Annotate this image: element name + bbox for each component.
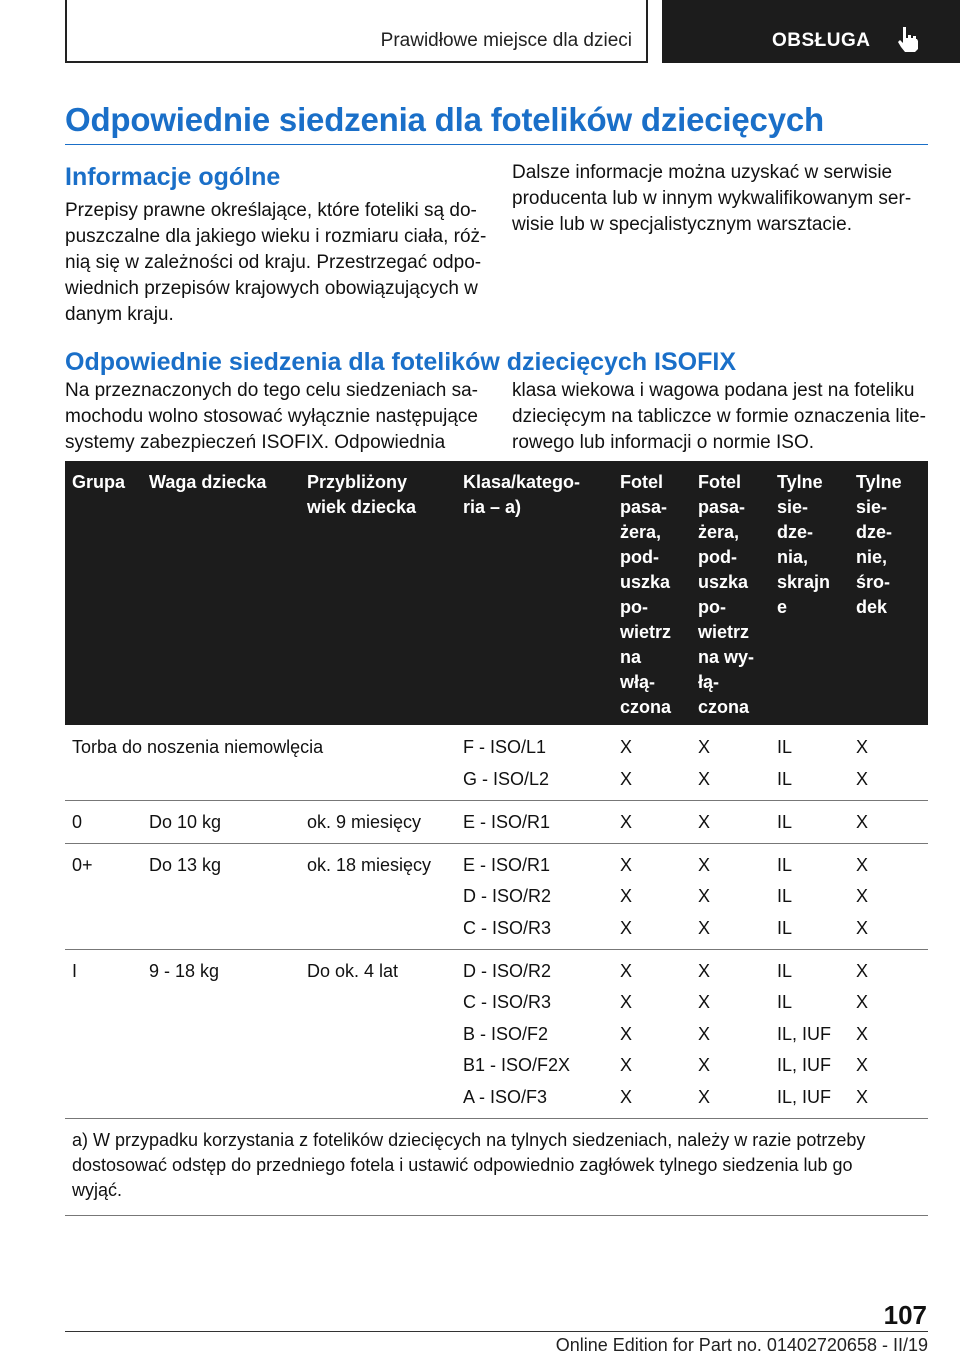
text-line: danym kraju. xyxy=(65,304,174,325)
class-cell: E - ISO/R1 xyxy=(463,854,551,875)
column-header-line: pasa‐ xyxy=(698,497,746,517)
column-header-line: na xyxy=(620,647,642,667)
table-row-divider xyxy=(65,800,928,801)
seat-cell: X xyxy=(620,886,633,906)
column-header-line: czona xyxy=(698,697,750,717)
column-header-line: wietrz xyxy=(620,622,672,642)
isofix-text-left xyxy=(65,378,478,456)
seat-cell: X xyxy=(620,737,633,757)
seat-cell: X xyxy=(698,737,711,757)
text-line: Przepisy prawne określające, które foteliki są do‐ xyxy=(65,200,477,221)
column-header-line: czona xyxy=(620,697,672,717)
seat-cell: IL xyxy=(777,917,793,938)
title-rule xyxy=(65,144,928,145)
seat-cell: IL, IUF xyxy=(777,1086,832,1107)
column-header-line: dze‐ xyxy=(856,522,892,542)
seat-cell: X xyxy=(856,1086,869,1107)
column-header-line: ria – a) xyxy=(463,497,522,517)
class-cell: F - ISO/L1 xyxy=(463,737,547,757)
column-header-line: nie, xyxy=(856,547,888,567)
text-line: systemy zabezpieczeń ISOFIX. Odpowiednia xyxy=(65,432,446,453)
class-cell: D - ISO/R2 xyxy=(463,886,552,906)
seat-cell: IL xyxy=(777,992,793,1012)
seat-cell: X xyxy=(620,992,633,1012)
seat-cell: X xyxy=(620,854,633,875)
column-header-line: wiek dziecka xyxy=(307,497,417,517)
seat-cell: X xyxy=(698,992,711,1012)
footnote-line: a) W przypadku korzystania z fotelików dziecięcych na tylnych siedzeniach, należy w razie potrzeby xyxy=(72,1129,866,1150)
seat-cell: X xyxy=(856,768,869,789)
table-bottom-rule xyxy=(65,1215,928,1216)
table-footnote xyxy=(72,1128,865,1203)
column-header-line: żera, xyxy=(698,522,740,542)
seat-cell: X xyxy=(620,1086,633,1107)
general-text-right xyxy=(512,160,911,238)
seat-cell: X xyxy=(856,811,869,832)
text-line: Dalsze informacje można uzyskać w serwisie xyxy=(512,162,893,183)
column-header-line: sie‐ xyxy=(777,497,809,517)
group-cell: 0 xyxy=(72,811,83,832)
seat-cell: X xyxy=(856,1023,869,1044)
footer-rule xyxy=(65,1331,928,1332)
weight-cell: Do 10 kg xyxy=(149,811,222,832)
column-header-line: skrajn xyxy=(777,572,831,592)
column-header-line: wietrz xyxy=(698,622,750,642)
seat-cell: X xyxy=(620,1023,633,1044)
seat-cell: X xyxy=(856,854,869,875)
column-header-line: Fotel xyxy=(620,472,663,492)
column-header-line: łą‐ xyxy=(698,672,720,692)
seat-cell: X xyxy=(620,811,633,832)
footnote-line: dostosować odstęp do przedniego fotela i ustawić odpowiednio zagłówek tylnego siedzenia lub go xyxy=(72,1154,853,1175)
seat-cell: X xyxy=(698,886,711,906)
seat-cell: X xyxy=(856,737,869,757)
table-header xyxy=(65,461,928,725)
seat-cell: X xyxy=(698,917,711,938)
text-line: mochodu wolno stosować wyłącznie następujące xyxy=(65,406,478,427)
text-line: klasa wiekowa i wagowa podana jest na foteliku xyxy=(512,380,915,401)
class-cell: E - ISO/R1 xyxy=(463,811,551,832)
column-header-line: Klasa/katego‐ xyxy=(463,472,581,492)
group-cell: 0+ xyxy=(72,854,93,875)
seat-cell: IL xyxy=(777,811,793,832)
seat-cell: X xyxy=(698,1023,711,1044)
column-header-line: Tylne xyxy=(856,472,902,492)
column-header-line: uszka xyxy=(620,572,671,592)
table-row-divider xyxy=(65,1118,928,1119)
text-line: producenta lub w innym wykwalifikowanym ser‐ xyxy=(512,188,912,209)
seat-cell: IL xyxy=(777,854,793,875)
text-line: puszczalne dla jakiego wieku i rozmiaru ciała, róż‐ xyxy=(65,226,487,247)
class-cell: B1 - ISO/F2X xyxy=(463,1055,571,1075)
column-header-line: Tylne xyxy=(777,472,823,492)
column-header-line: sie‐ xyxy=(856,497,888,517)
column-header-line: uszka xyxy=(698,572,749,592)
general-heading: Informacje ogólne xyxy=(65,163,281,191)
text-line: dziecięcym na tabliczce w formie oznaczenia lite‐ xyxy=(512,406,926,427)
age-cell: Do ok. 4 lat xyxy=(307,960,399,981)
seat-cell: X xyxy=(620,1055,633,1075)
weight-cell: 9 - 18 kg xyxy=(149,960,220,981)
column-header xyxy=(72,470,125,495)
footnote-line: wyjąć. xyxy=(72,1179,123,1200)
class-cell: B - ISO/F2 xyxy=(463,1023,549,1044)
column-header xyxy=(620,470,671,720)
seat-cell: X xyxy=(698,768,711,789)
seat-cell: IL, IUF xyxy=(777,1055,832,1075)
seat-cell: IL xyxy=(777,768,793,789)
seat-cell: X xyxy=(698,960,711,981)
seat-cell: IL xyxy=(777,886,793,906)
seat-cell: IL, IUF xyxy=(777,1023,832,1044)
seat-cell: X xyxy=(620,768,633,789)
column-header xyxy=(698,470,754,720)
general-text-left xyxy=(65,198,486,328)
text-line: wiednich przepisów krajowych obowiązujących w xyxy=(65,278,478,299)
seat-cell: X xyxy=(620,960,633,981)
class-cell: D - ISO/R2 xyxy=(463,960,552,981)
seat-cell: IL xyxy=(777,737,793,757)
column-header-line: nia, xyxy=(777,547,809,567)
column-header-line: włą‐ xyxy=(620,672,656,692)
page-title: Odpowiednie siedzenia dla fotelików dziecięcych xyxy=(65,101,824,138)
column-header xyxy=(856,470,902,620)
header-chapter-label: OBSŁUGA xyxy=(772,30,871,51)
table-row-divider xyxy=(65,843,928,844)
seat-cell: X xyxy=(856,1055,869,1075)
pointing-hand-icon xyxy=(896,25,920,53)
header-section-title: Prawidłowe miejsce dla dzieci xyxy=(380,30,632,51)
header-section-box xyxy=(65,0,648,63)
isofix-heading: Odpowiednie siedzenia dla fotelików dziecięcych ISOFIX xyxy=(65,348,736,376)
seat-cell: X xyxy=(698,1055,711,1075)
class-cell: C - ISO/R3 xyxy=(463,992,552,1012)
column-header-line: na wy‐ xyxy=(698,647,755,667)
class-cell: C - ISO/R3 xyxy=(463,917,552,938)
table-row-divider xyxy=(65,949,928,950)
seat-cell: IL xyxy=(777,960,793,981)
column-header xyxy=(149,470,266,495)
group-cell: Torba do noszenia niemowlęcia xyxy=(72,737,324,757)
column-header-line: Grupa xyxy=(72,472,126,492)
page-number: 107 xyxy=(883,1300,927,1330)
column-header-line: po‐ xyxy=(698,597,726,617)
age-cell: ok. 9 miesięcy xyxy=(307,811,422,832)
seat-cell: X xyxy=(698,854,711,875)
isofix-text-right xyxy=(512,378,926,456)
text-line: Na przeznaczonych do tego celu siedzeniach sa‐ xyxy=(65,380,478,401)
column-header-line: śro‐ xyxy=(856,572,891,592)
text-line: rowego lub informacji o normie ISO. xyxy=(512,432,815,453)
group-cell: I xyxy=(72,960,78,981)
seat-cell: X xyxy=(856,992,869,1012)
seat-cell: X xyxy=(856,886,869,906)
column-header-line: Waga dziecka xyxy=(149,472,267,492)
column-header-line: pod‐ xyxy=(620,547,659,567)
column-header-line: e xyxy=(777,597,788,617)
seat-cell: X xyxy=(698,1086,711,1107)
column-header-line: pasa‐ xyxy=(620,497,668,517)
seat-cell: X xyxy=(856,917,869,938)
seat-cell: X xyxy=(620,917,633,938)
column-header xyxy=(463,470,580,520)
column-header-line: dek xyxy=(856,597,888,617)
column-header-line: po‐ xyxy=(620,597,648,617)
column-header-line: żera, xyxy=(620,522,662,542)
text-line: wisie lub w specjalistycznym warsztacie. xyxy=(512,214,852,235)
edition-note: Online Edition for Part no. 01402720658 - II/19 xyxy=(555,1335,928,1355)
text-line: nią się w zależności od kraju. Przestrzegać odpo‐ xyxy=(65,252,482,273)
header-chapter-tab xyxy=(662,0,960,63)
column-header-line: Fotel xyxy=(698,472,741,492)
class-cell: A - ISO/F3 xyxy=(463,1086,548,1107)
column-header xyxy=(307,470,416,520)
class-cell: G - ISO/L2 xyxy=(463,768,550,789)
weight-cell: Do 13 kg xyxy=(149,854,222,875)
column-header xyxy=(777,470,830,620)
seat-cell: X xyxy=(698,811,711,832)
column-header-line: dze‐ xyxy=(777,522,813,542)
age-cell: ok. 18 miesięcy xyxy=(307,854,432,875)
column-header-line: Przybliżony xyxy=(307,472,408,492)
seat-cell: X xyxy=(856,960,869,981)
column-header-line: pod‐ xyxy=(698,547,737,567)
